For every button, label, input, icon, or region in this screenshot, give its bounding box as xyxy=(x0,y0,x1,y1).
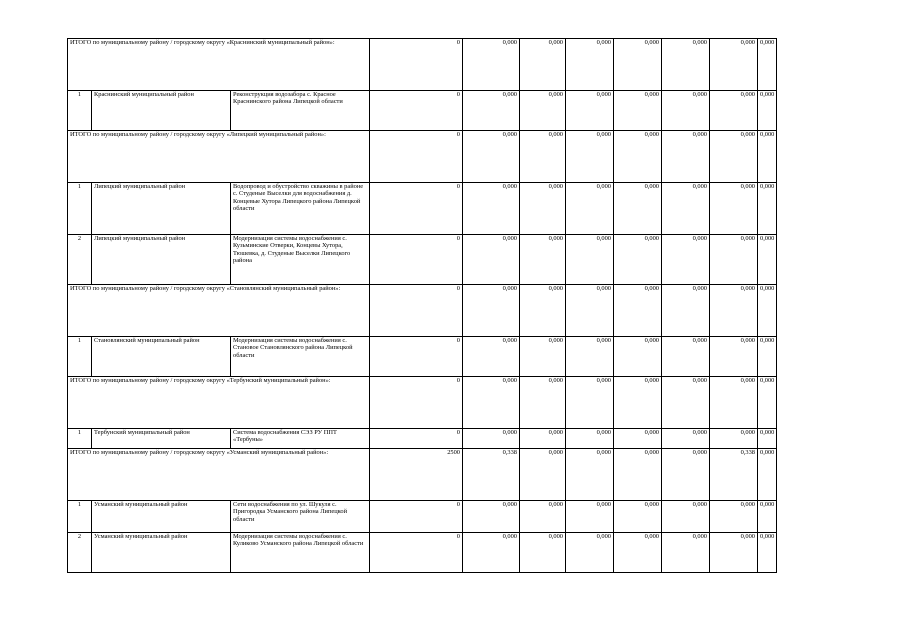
total-value-cell: 0,000 xyxy=(662,285,710,337)
value-cell: 0,000 xyxy=(566,533,614,573)
value-cell: 0,000 xyxy=(520,183,566,235)
total-value-cell: 0,000 xyxy=(463,39,520,91)
value-cell: 0,000 xyxy=(710,91,758,131)
group-total-label: ИТОГО по муниципальному району / городскому округу «Становлянский муниципальный район»: xyxy=(68,285,370,337)
value-cell: 0,000 xyxy=(463,91,520,131)
value-cell: 0,000 xyxy=(758,337,777,377)
value-cell: 0,000 xyxy=(463,337,520,377)
total-value-cell: 0 xyxy=(370,131,463,183)
value-cell: 0,000 xyxy=(520,501,566,533)
table-row xyxy=(68,429,777,449)
value-cell: 0,000 xyxy=(710,501,758,533)
total-value-cell: 0,000 xyxy=(614,377,662,429)
total-value-cell: 0,000 xyxy=(566,39,614,91)
data-table xyxy=(67,38,777,573)
object-description: Сети водоснабжения по ул. Шукуля с. Пригородка Усманского района Липецкой области xyxy=(231,501,370,533)
object-description: Модернизация системы водоснабжения с. Кузьминские Отверки, Концевы Хутора, Тюшевка, д. Студеные Выселки Липецкого района xyxy=(231,235,370,285)
value-cell: 0,000 xyxy=(463,501,520,533)
value-cell: 0,000 xyxy=(710,533,758,573)
total-value-cell: 0,000 xyxy=(463,131,520,183)
value-cell: 0,000 xyxy=(463,429,520,449)
total-value-cell: 0,000 xyxy=(463,285,520,337)
total-value-cell: 0,000 xyxy=(520,377,566,429)
total-value-cell: 0,000 xyxy=(758,449,777,501)
value-cell: 0,000 xyxy=(710,183,758,235)
total-value-cell: 0,000 xyxy=(463,377,520,429)
value-cell: 0,000 xyxy=(614,501,662,533)
total-value-cell: 0,000 xyxy=(520,131,566,183)
total-value-cell: 0,000 xyxy=(520,449,566,501)
municipality-name: Липецкий муниципальный район xyxy=(92,235,231,285)
value-cell: 0,000 xyxy=(662,235,710,285)
group-total-row xyxy=(68,377,777,429)
row-number: 1 xyxy=(68,429,92,449)
total-value-cell: 0,000 xyxy=(566,285,614,337)
value-cell: 0,000 xyxy=(662,337,710,377)
value-cell: 0 xyxy=(370,533,463,573)
value-cell: 0,000 xyxy=(463,235,520,285)
municipality-name: Тербунский муниципальный район xyxy=(92,429,231,449)
total-value-cell: 0,000 xyxy=(614,131,662,183)
group-total-label: ИТОГО по муниципальному району / городскому округу «Липецкий муниципальный район»: xyxy=(68,131,370,183)
value-cell: 0 xyxy=(370,501,463,533)
object-description: Модернизация системы водоснабжения с. Куликово Усманского района Липецкой области xyxy=(231,533,370,573)
table-row xyxy=(68,235,777,285)
total-value-cell: 0,000 xyxy=(566,377,614,429)
value-cell: 0,000 xyxy=(710,429,758,449)
total-value-cell: 0 xyxy=(370,285,463,337)
value-cell: 0,000 xyxy=(662,183,710,235)
group-total-row xyxy=(68,449,777,501)
value-cell: 0,000 xyxy=(520,429,566,449)
value-cell: 0,000 xyxy=(566,429,614,449)
value-cell: 0,000 xyxy=(566,183,614,235)
table-row xyxy=(68,533,777,573)
value-cell: 0,000 xyxy=(614,533,662,573)
value-cell: 0,000 xyxy=(614,235,662,285)
row-number: 1 xyxy=(68,91,92,131)
total-value-cell: 0,000 xyxy=(614,449,662,501)
value-cell: 0,000 xyxy=(662,91,710,131)
value-cell: 0,000 xyxy=(463,533,520,573)
value-cell: 0,000 xyxy=(614,337,662,377)
table-row xyxy=(68,337,777,377)
municipality-name: Усманский муниципальный район xyxy=(92,501,231,533)
total-value-cell: 0,000 xyxy=(758,131,777,183)
total-value-cell: 0,000 xyxy=(710,39,758,91)
object-description: Система водоснабжения СЭЗ РУ ППТ «Тербуны» xyxy=(231,429,370,449)
value-cell: 0 xyxy=(370,429,463,449)
value-cell: 0,000 xyxy=(614,429,662,449)
municipality-name: Становлянский муниципальный район xyxy=(92,337,231,377)
object-description: Водопровод и обустройство скважины в районе с. Студеные Выселки для водоснабжения д. Концевые Хутора Липецкого района Липецкой области xyxy=(231,183,370,235)
value-cell: 0,000 xyxy=(758,91,777,131)
value-cell: 0,000 xyxy=(614,91,662,131)
total-value-cell: 2500 xyxy=(370,449,463,501)
total-value-cell: 0,000 xyxy=(758,285,777,337)
total-value-cell: 0 xyxy=(370,377,463,429)
total-value-cell: 0 xyxy=(370,39,463,91)
table-row xyxy=(68,501,777,533)
value-cell: 0,000 xyxy=(758,183,777,235)
total-value-cell: 0,000 xyxy=(520,285,566,337)
value-cell: 0,000 xyxy=(662,501,710,533)
value-cell: 0,000 xyxy=(463,183,520,235)
object-description: Модернизация системы водоснабжения с. Становое Становлянского района Липецкой области xyxy=(231,337,370,377)
municipality-name: Липецкий муниципальный район xyxy=(92,183,231,235)
value-cell: 0,000 xyxy=(566,501,614,533)
row-number: 2 xyxy=(68,235,92,285)
object-description: Реконструкция водозабора с. Красное Краснинского района Липецкой области xyxy=(231,91,370,131)
total-value-cell: 0,000 xyxy=(662,39,710,91)
total-value-cell: 0,000 xyxy=(662,131,710,183)
group-total-row xyxy=(68,285,777,337)
value-cell: 0,000 xyxy=(758,235,777,285)
total-value-cell: 0,338 xyxy=(710,449,758,501)
total-value-cell: 0,000 xyxy=(520,39,566,91)
value-cell: 0,000 xyxy=(662,429,710,449)
total-value-cell: 0,000 xyxy=(710,131,758,183)
total-value-cell: 0,000 xyxy=(614,285,662,337)
group-total-row xyxy=(68,39,777,91)
value-cell: 0,000 xyxy=(520,533,566,573)
group-total-label: ИТОГО по муниципальному району / городскому округу «Краснинский муниципальный район»: xyxy=(68,39,370,91)
row-number: 1 xyxy=(68,501,92,533)
table-row xyxy=(68,91,777,131)
total-value-cell: 0,000 xyxy=(758,377,777,429)
value-cell: 0,000 xyxy=(710,337,758,377)
total-value-cell: 0,000 xyxy=(710,377,758,429)
value-cell: 0,000 xyxy=(566,235,614,285)
value-cell: 0,000 xyxy=(520,337,566,377)
value-cell: 0,000 xyxy=(520,91,566,131)
value-cell: 0,000 xyxy=(758,501,777,533)
total-value-cell: 0,000 xyxy=(614,39,662,91)
row-number: 1 xyxy=(68,183,92,235)
value-cell: 0,000 xyxy=(710,235,758,285)
value-cell: 0,000 xyxy=(566,91,614,131)
group-total-label: ИТОГО по муниципальному району / городскому округу «Усманский муниципальный район»: xyxy=(68,449,370,501)
total-value-cell: 0,000 xyxy=(566,449,614,501)
value-cell: 0,000 xyxy=(758,533,777,573)
value-cell: 0,000 xyxy=(520,235,566,285)
row-number: 1 xyxy=(68,337,92,377)
group-total-label: ИТОГО по муниципальному району / городскому округу «Тербунский муниципальный район»: xyxy=(68,377,370,429)
value-cell: 0,000 xyxy=(758,429,777,449)
value-cell: 0 xyxy=(370,337,463,377)
value-cell: 0,000 xyxy=(614,183,662,235)
group-total-row xyxy=(68,131,777,183)
total-value-cell: 0,000 xyxy=(662,449,710,501)
value-cell: 0,000 xyxy=(662,533,710,573)
municipality-name: Краснинский муниципальный район xyxy=(92,91,231,131)
value-cell: 0 xyxy=(370,183,463,235)
table-row xyxy=(68,183,777,235)
total-value-cell: 0,000 xyxy=(566,131,614,183)
row-number: 2 xyxy=(68,533,92,573)
value-cell: 0 xyxy=(370,91,463,131)
total-value-cell: 0,000 xyxy=(758,39,777,91)
total-value-cell: 0,000 xyxy=(662,377,710,429)
total-value-cell: 0,000 xyxy=(710,285,758,337)
value-cell: 0 xyxy=(370,235,463,285)
value-cell: 0,000 xyxy=(566,337,614,377)
municipality-name: Усманский муниципальный район xyxy=(92,533,231,573)
total-value-cell: 0,338 xyxy=(463,449,520,501)
